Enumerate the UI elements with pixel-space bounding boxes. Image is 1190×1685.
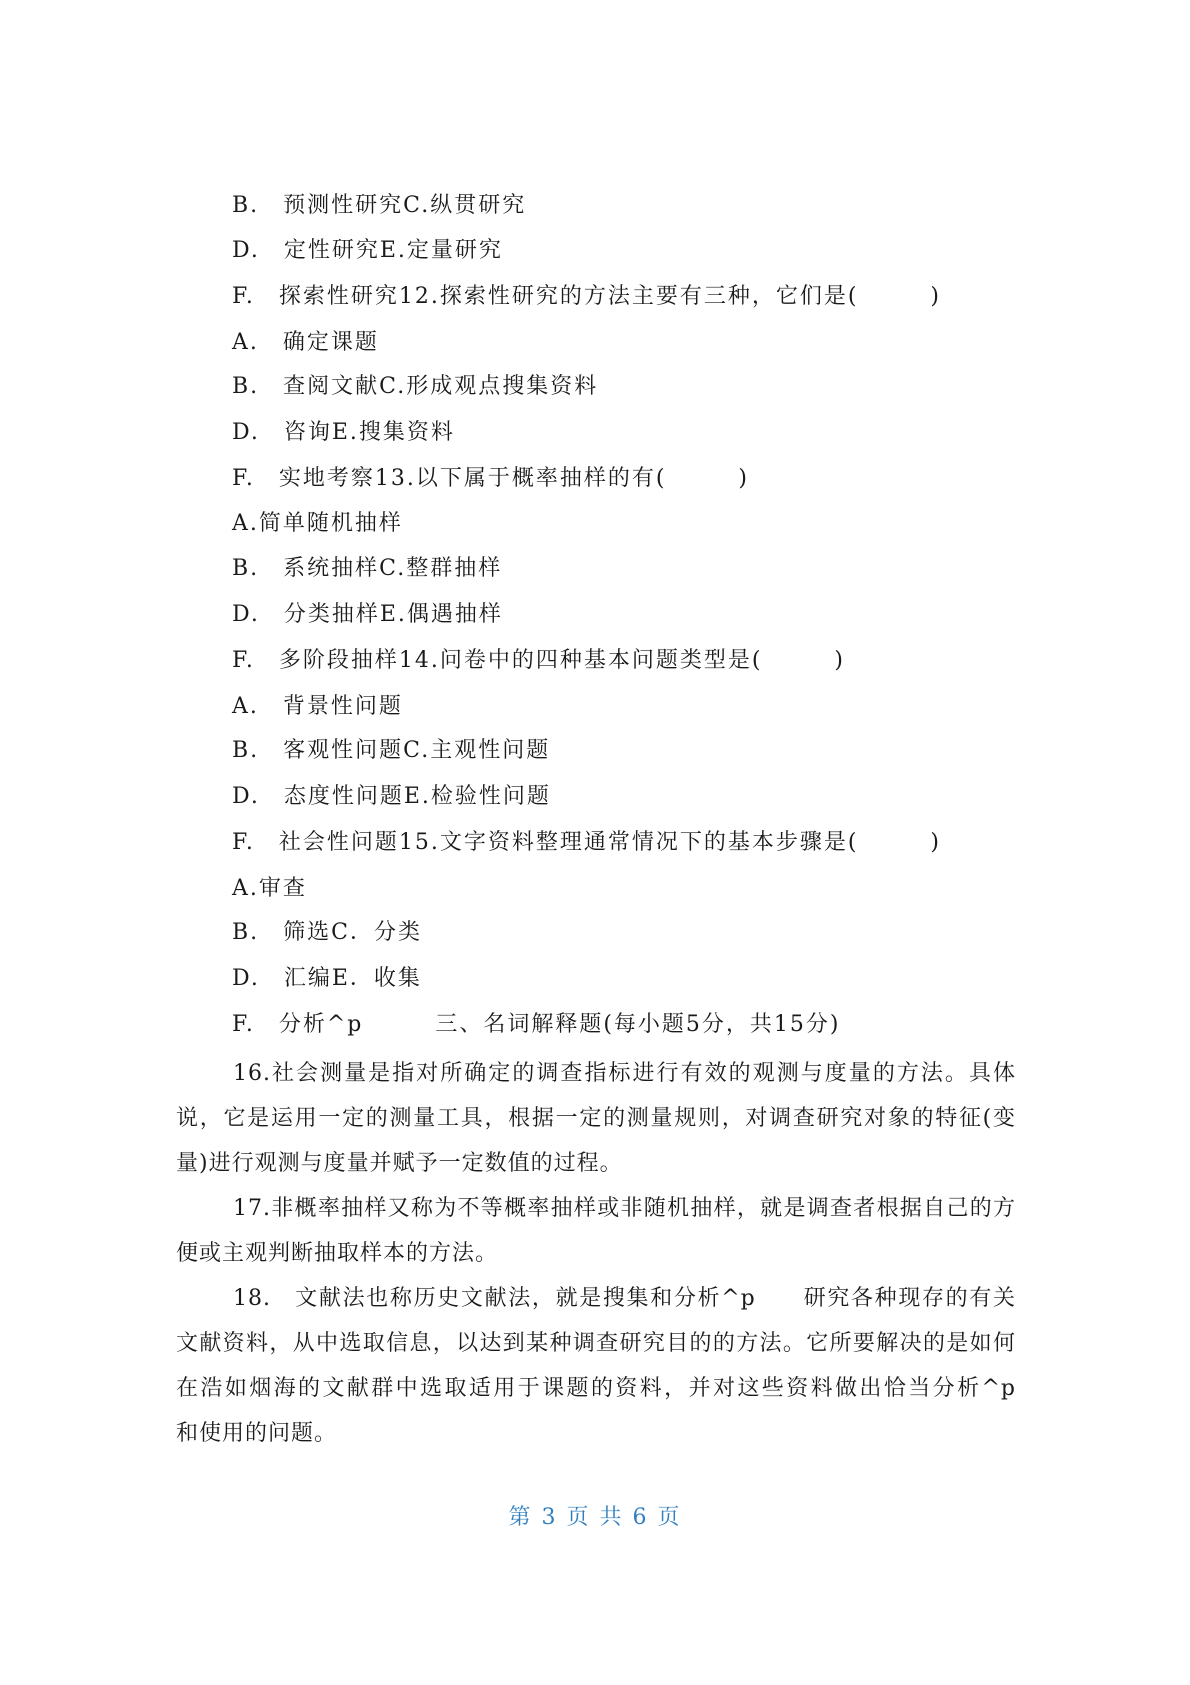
option-line: F. 探索性研究12.探索性研究的方法主要有三种，它们是( )	[232, 284, 941, 309]
option-line: B. 查阅文献C.形成观点搜集资料	[232, 374, 599, 399]
definition-paragraph-18: 18. 文献法也称历史文献法，就是搜集和分析^p 研究各种现存的有关文献资料，从中选取信息，以达到某种调查研究目的的方法。它所要解决的是如何在浩如烟海的文献群中选取适用于课题的资料，并对这些资料做出恰当分析^p 和使用的问题。	[176, 1286, 1063, 1446]
option-line: F. 多阶段抽样14.问卷中的四种基本问题类型是( )	[232, 648, 845, 673]
option-line: A.审查	[232, 876, 307, 901]
option-line: F. 实地考察13.以下属于概率抽样的有( )	[232, 466, 749, 491]
option-line: A. 确定课题	[232, 330, 379, 355]
option-line: D. 汇编E．收集	[232, 966, 422, 991]
option-line: B. 预测性研究C.纵贯研究	[232, 193, 527, 218]
option-line: A. 背景性问题	[232, 694, 403, 719]
option-line: D. 定性研究E.定量研究	[232, 238, 503, 263]
option-line: A.简单随机抽样	[232, 511, 403, 536]
option-line: D. 分类抽样E.偶遇抽样	[232, 602, 503, 627]
option-line: B. 筛选C．分类	[232, 920, 422, 945]
page-footer: 第 3 页 共 6 页	[508, 1505, 682, 1530]
option-line: D. 咨询E.搜集资料	[232, 420, 455, 445]
option-line: B. 客观性问题C.主观性问题	[232, 738, 551, 763]
option-line: F. 社会性问题15.文字资料整理通常情况下的基本步骤是( )	[232, 830, 941, 855]
definition-paragraph-17: 17.非概率抽样又称为不等概率抽样或非随机抽样，就是调查者根据自己的方便或主观判断抽取样本的方法。	[176, 1196, 1016, 1266]
option-line: D. 态度性问题E.检验性问题	[232, 784, 551, 809]
definition-paragraph-16: 16.社会测量是指对所确定的调查指标进行有效的观测与度量的方法。具体说，它是运用一定的测量工具，根据一定的测量规则，对调查研究对象的特征(变量)进行观测与度量并赋予一定数值的过程。	[176, 1061, 1016, 1176]
option-line: B. 系统抽样C.整群抽样	[232, 556, 503, 581]
option-line: F. 分析^p 三、名词解释题(每小题5分，共15分)	[232, 1012, 841, 1037]
